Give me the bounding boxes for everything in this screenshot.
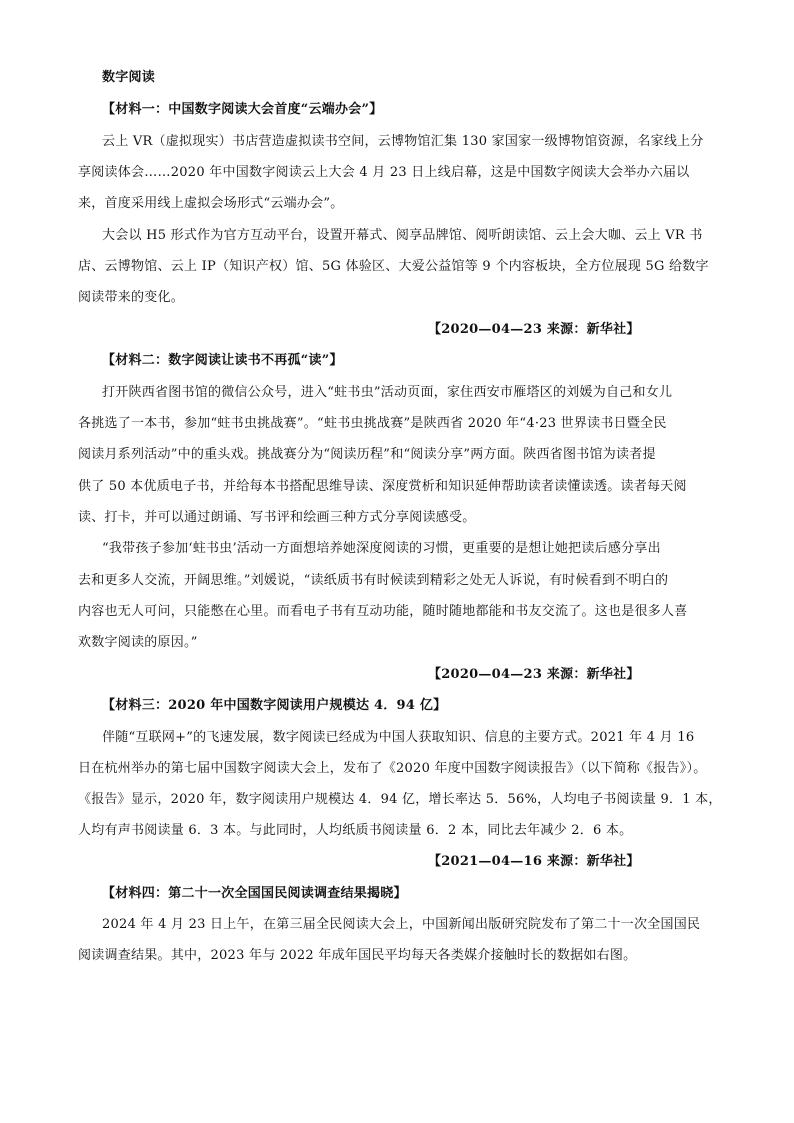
document-title: 数字阅读 [102,70,156,85]
material-2-paragraph-1-line-3: 阅读月系列活动”中的重头戏。挑战赛分为“阅读历程”和“阅读分享”两方面。陕西省图书馆为读者提 [78,447,656,462]
material-1-paragraph-1-line-2: 享阅读体会……2020 年中国数字阅读云上大会 4 月 23 日上线启幕，这是中国数字阅读大会举办六届以 [78,165,690,180]
material-1-paragraph-2-line-2: 店、云博物馆、云上 IP（知识产权）馆、5G 体验区、大爱公益馆等 9 个内容板块，全方位展现 5G 给数字 [78,259,709,274]
material-2-source: 【2020—04—23 来源：新华社】 [428,667,640,682]
material-3-paragraph-1-line-1: 伴随“互联网+”的飞速发展，数字阅读已经成为中国人获取知识、信息的主要方式。2021 年 4 月 16 [102,730,695,745]
material-1-source: 【2020—04—23 来源：新华社】 [428,322,640,337]
material-1-paragraph-1-line-3: 来，首度采用线上虚拟会场形式“云端办会”。 [78,196,344,211]
material-2-heading: 【材料二：数字阅读让读书不再孤“读”】 [102,353,343,368]
material-1-paragraph-1-line-1: 云上 VR（虚拟现实）书店营造虚拟读书空间，云博物馆汇集 130 家国家一级博物馆资源，名家线上分 [102,134,704,149]
material-4-heading: 【材料四：第二十一次全国国民阅读调查结果揭晓】 [102,886,407,901]
material-3-source: 【2021—04—16 来源：新华社】 [428,854,640,869]
material-2-paragraph-2-line-1: “我带孩子参加‘蛀书虫’活动一方面想培养她深度阅读的习惯，更重要的是想让她把读后感分享出 [102,541,661,556]
material-4-paragraph-1-line-1: 2024 年 4 月 23 日上午，在第三届全民阅读大会上，中国新闻出版研究院发布了第二十一次全国国民 [102,917,701,932]
material-3-paragraph-1-line-4: 人均有声书阅读量 6．3 本。与此同时，人均纸质书阅读量 6．2 本，同比去年减少 2．6 本。 [78,823,633,838]
material-1-heading: 【材料一：中国数字阅读大会首度“云端办会”】 [102,102,383,117]
material-3-paragraph-1-line-3: 《报告》显示，2020 年，数字阅读用户规模达 4．94 亿，增长率达 5．56%，人均电子书阅读量 9．1 本， [78,792,722,807]
material-1-paragraph-2-line-1: 大会以 H5 形式作为官方互动平台，设置开幕式、阅享品牌馆、阅听朗读馆、云上会大咖、云上 VR 书 [102,228,703,243]
material-2-paragraph-2-line-3: 内容也无人可问，只能憋在心里。而看电子书有互动功能，随时随地都能和书友交流了。这也是很多人喜 [78,604,688,619]
material-4-paragraph-1-line-2: 阅读调查结果。其中，2023 年与 2022 年成年国民平均每天各类媒介接触时长的数据如右图。 [78,948,637,963]
material-2-paragraph-1-line-2: 各挑选了一本书，参加“蛀书虫挑战赛”。“蛀书虫挑战赛”是陕西省 2020 年“4·23 世界读书日暨全民 [78,416,667,431]
material-3-paragraph-1-line-2: 日在杭州举办的第七届中国数字阅读大会上，发布了《2020 年度中国数字阅读报告》（以下简称《报告》）。 [78,761,707,776]
material-2-paragraph-2-line-4: 欢数字阅读的原因。” [78,635,198,650]
material-1-paragraph-2-line-3: 阅读带来的变化。 [78,290,185,305]
material-3-heading: 【材料三：2020 年中国数字阅读用户规模达 4．94 亿】 [102,698,447,713]
material-2-paragraph-1-line-1: 打开陕西省图书馆的微信公众号，进入“蛀书虫”活动页面，家住西安市雁塔区的刘媛为自己和女儿 [102,385,673,400]
material-2-paragraph-1-line-5: 读、打卡，并可以通过朗诵、写书评和绘画三种方式分享阅读感受。 [78,510,476,525]
material-2-paragraph-1-line-4: 供了 50 本优质电子书，并给每本书搭配思维导读、深度赏析和知识延伸帮助读者读懂读透。读者每天阅 [78,479,687,494]
material-2-paragraph-2-line-2: 去和更多人交流，开阔思维。”刘媛说，“读纸质书有时候读到精彩之处无人诉说，有时候看到不明白的 [78,573,669,588]
